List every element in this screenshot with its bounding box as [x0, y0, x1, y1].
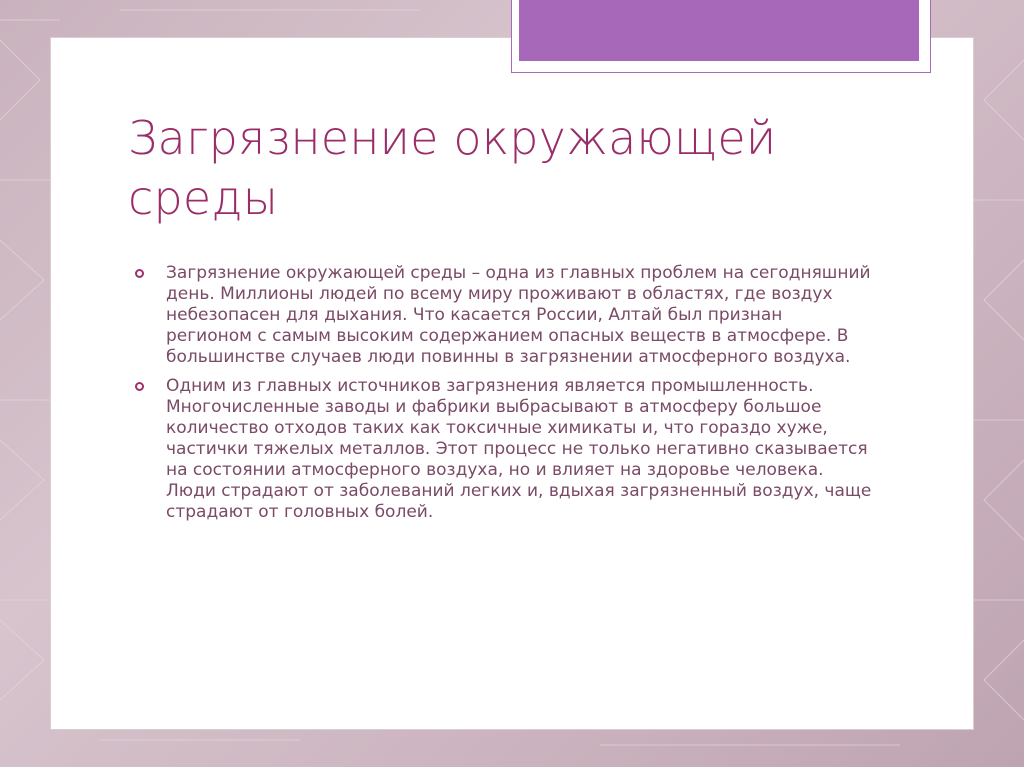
accent-bar: [519, 0, 919, 61]
bullet-circle-icon: [135, 269, 144, 278]
bullet-circle-icon: [135, 382, 144, 391]
bullet-text: Одним из главных источников загрязнения является промышленность. Многочисленные заводы и фабрики выбрасывают в атмосферу большое количество отходов таких как токсичные химикаты и, что гораздо хуже, частички тяжелых металлов. Этот процесс не только негативно сказывается на состоянии атмосферного воздуха, но и влияет на здоровье человека. Люди страдают от заболеваний легких и, вдыхая загрязненный воздух, чаще страдают от головных болей.: [166, 376, 872, 522]
bullet-list: [133, 263, 873, 531]
slide-title: Загрязнение окружающей среды: [128, 111, 777, 225]
bullet-text: Загрязнение окружающей среды – одна из главных проблем на сегодняшний день. Миллионы людей по всему миру проживают в областях, где воздух небезопасен для дыхания. Что касается России, Алтай был признан регионом с самым высоким содержанием опасных веществ в атмосфере. В большинстве случаев люди повинны в загрязнении атмосферного воздуха.: [166, 263, 871, 367]
bullet-item: [133, 376, 873, 523]
bullet-item: [133, 263, 873, 368]
